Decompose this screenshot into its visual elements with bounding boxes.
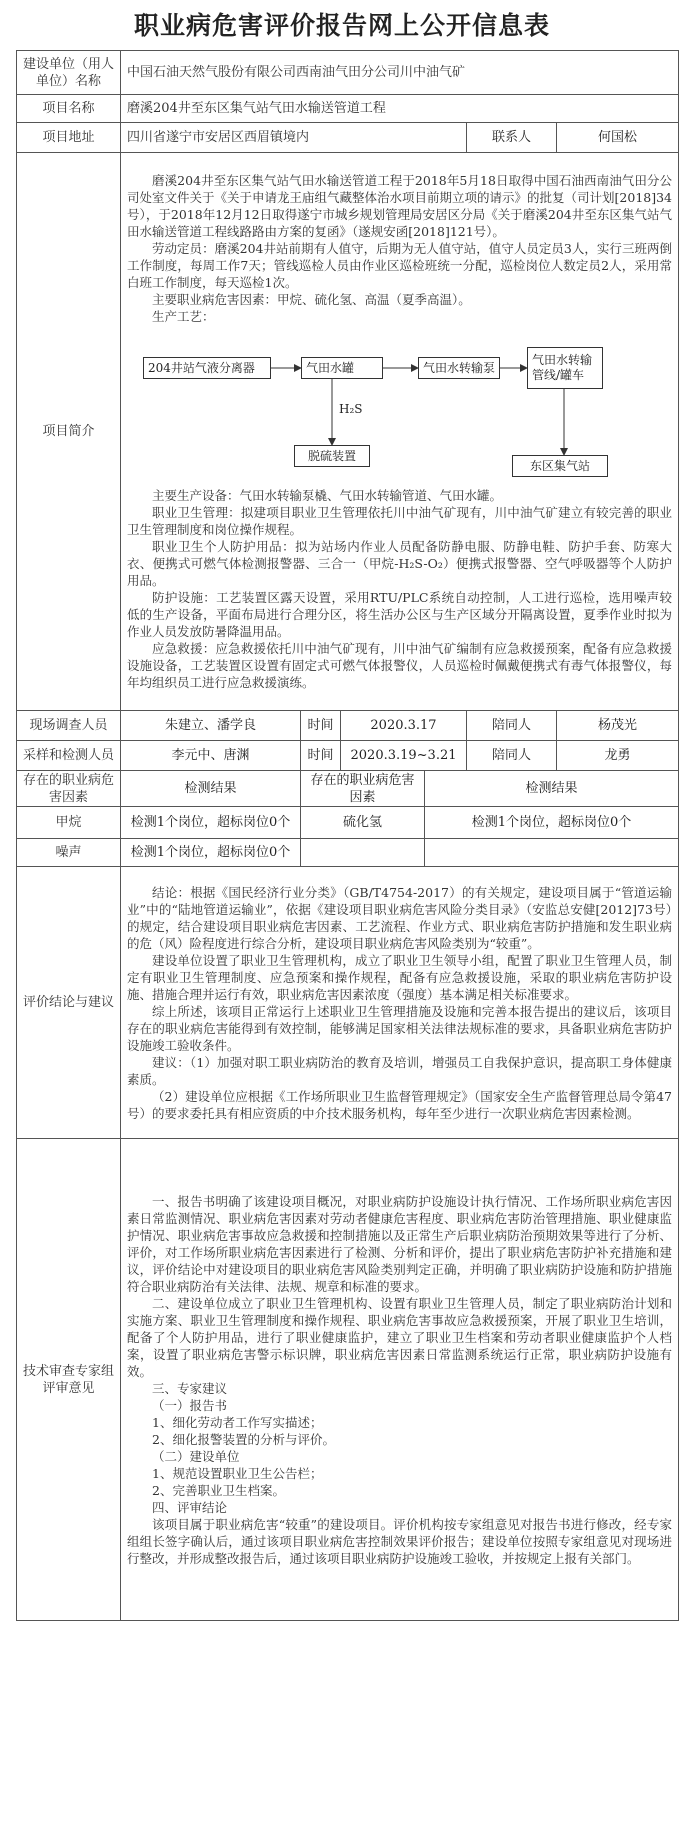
intro-process-label: 生产工艺： bbox=[152, 309, 215, 324]
sampling-time-value: 2020.3.19~3.21 bbox=[341, 741, 467, 771]
project-site-label: 项目地址 bbox=[17, 123, 121, 153]
unit-label: 建设单位（用人单位）名称 bbox=[17, 51, 121, 95]
conclusion-label: 评价结论与建议 bbox=[17, 867, 121, 1139]
project-name-value: 磨溪204井至东区集气站气田水输送管道工程 bbox=[121, 95, 679, 123]
conclusion-cell bbox=[121, 867, 679, 1139]
flow-h2s-label: H₂S bbox=[339, 402, 363, 416]
contact-value: 何国松 bbox=[557, 123, 679, 153]
page-title: 职业病危害评价报告网上公开信息表 bbox=[133, 11, 550, 40]
review-section-1: 一、报告书明确了该建设项目概况，对职业病防护设施设计执行情况、工作场所职业病危害因素日常监测情况、职业病危害因素对劳动者健康危害程度、职业病危害防治管理措施、职业健康监护情况、职业病危害事故应急救援和控制措施以及正常生产后职业病防治预期效果等进行了分析、评价，对工作场所职业病危害因素进行了检测、分析和评价，提出了职业病危害防护补充措施和建议，评价结论中对建设项目的职业病危害风险类别判定正确，并明确了职业病防护设施和防护措施符合职业病防治有关法律、法规、规章和标准的要求。 bbox=[127, 1193, 673, 1294]
hazard-methane-result: 检测1个岗位，超标岗位0个 bbox=[121, 807, 301, 839]
contact-label: 联系人 bbox=[467, 123, 557, 153]
review-unit-item-1: 1、规范设置职业卫生公告栏； bbox=[152, 1465, 323, 1481]
suggestion-1: 建议：（1）加强对职工职业病防治的教育及培训，增强员工自我保护意识，提高职工身体健康素质。 bbox=[127, 1054, 673, 1087]
conclusion-text: 结论：根据《国民经济行业分类》（GB/T4754-2017）的有关规定，建设项目属于“管道运输业”中的“陆地管道运输业”，依据《建设项目职业病危害风险分类目录》（安监总安健[2012]73号）的规定，结合建设项目职业病危害因素、工艺流程、作业方式、职业病危害防护措施和发生职业病的危（风）险程度进行综合分析，建设项目职业病危害风险类别为“较重”。 bbox=[127, 884, 673, 951]
sampling-accompany-label: 陪同人 bbox=[467, 741, 557, 771]
sampling-accompany-value: 龙勇 bbox=[557, 741, 679, 771]
flow-step-pipeline: 气田水转输管线/罐车 bbox=[527, 347, 603, 389]
flow-desulfurizer: 脱硫装置 bbox=[294, 445, 370, 467]
intro-staffing: 劳动定员：磨溪204井站前期有人值守，后期为无人值守站，值守人员定员3人，实行三班两倒工作制度，每周工作7天；管线巡检人员由作业区巡检班统一分配，巡检岗位人数定员2人，采用常白班工作制度，每天巡检1次。 bbox=[127, 241, 673, 290]
hazard-header-result-1: 检测结果 bbox=[121, 771, 301, 807]
info-table bbox=[16, 50, 679, 1621]
intro-cell bbox=[121, 153, 679, 711]
flow-step-separator: 204井站气液分离器 bbox=[143, 357, 271, 379]
review-report-item-1: 1、细化劳动者工作写实描述； bbox=[152, 1414, 323, 1430]
unit-value: 中国石油天然气股份有限公司西南油气田分公司川中油气矿 bbox=[121, 51, 679, 95]
flow-step-water-tank: 气田水罐 bbox=[301, 357, 383, 379]
hazard-noise-result: 检测1个岗位，超标岗位0个 bbox=[121, 839, 301, 867]
review-section-2: 二、建设单位成立了职业卫生管理机构、设置有职业卫生管理人员，制定了职业病防治计划和实施方案、职业卫生管理制度和操作规程、职业病危害事故应急救援预案，开展了职业卫生培训，配备了个人防护用品，进行了职业健康监护，建立了职业卫生档案和劳动者职业健康监护个人档案，设置了职业病危害警示标识牌，职业病危害因素日常监测系统运行正常，职业病防护设施有效。 bbox=[127, 1295, 673, 1379]
hazard-header-result-2: 检测结果 bbox=[425, 771, 679, 807]
review-unit-item-2: 2、完善职业卫生档案。 bbox=[152, 1482, 285, 1498]
intro-ppe: 职业卫生个人防护用品：拟为站场内作业人员配备防静电服、防静电鞋、防护手套、防寒大衣、便携式可燃气体检测报警器、三合一（甲烷-H₂S-O₂）便携式报警器、空气呼吸器等个人防护用品。 bbox=[127, 539, 673, 588]
intro-protection-facilities: 防护设施：工艺装置区露天设置，采用RTU/PLC系统自动控制，人工进行巡检，选用噪声较低的生产设备，平面布局进行合理分区，将生活办公区与生产区域分开隔离设置，夏季作业时拟为作业人员发放防暑降温用品。 bbox=[127, 590, 673, 639]
flow-step-pump: 气田水转输泵 bbox=[418, 357, 500, 379]
hazard-header-factor-1: 存在的职业病危害因素 bbox=[17, 771, 121, 807]
review-report-item-2: 2、细化报警装置的分析与评价。 bbox=[152, 1431, 335, 1447]
hazard-empty-factor bbox=[301, 839, 425, 867]
intro-label: 项目简介 bbox=[17, 153, 121, 711]
review-unit-title: （二）建设单位 bbox=[152, 1448, 240, 1464]
review-section-3-title: 三、专家建议 bbox=[152, 1380, 228, 1396]
hazard-h2s: 硫化氢 bbox=[301, 807, 425, 839]
survey-time-value: 2020.3.17 bbox=[341, 711, 467, 741]
conclusion-summary: 综上所述，该项目正常运行上述职业卫生管理措施及设施和完善本报告提出的建议后，该项目存在的职业病危害能得到有效控制，能够满足国家相关法律法规标准的要求，具备职业病危害防护设施竣工验收条件。 bbox=[127, 1003, 673, 1053]
hazard-header-factor-2: 存在的职业病危害因素 bbox=[301, 771, 425, 807]
review-report-title: （一）报告书 bbox=[152, 1397, 228, 1413]
intro-health-management: 职业卫生管理：拟建项目职业卫生管理依托川中油气矿现有，川中油气矿建立有较完善的职业卫生管理制度和岗位操作规程。 bbox=[127, 505, 673, 537]
survey-accompany-value: 杨茂光 bbox=[557, 711, 679, 741]
hazard-methane: 甲烷 bbox=[17, 807, 121, 839]
hazard-noise: 噪声 bbox=[17, 839, 121, 867]
review-cell bbox=[121, 1139, 679, 1621]
process-flow-diagram bbox=[131, 331, 651, 481]
intro-approval: 磨溪204井至东区集气站气田水输送管道工程于2018年5月18日取得中国石油西南油气田分公司处室文件关于《关于申请龙王庙组气藏整体治水项目前期立项的请示》的批复（司计划[2018]34号），于2018年12月12日取得遂宁市城乡规划管理局安居区分局《关于磨溪204井至东区集气站气田水输送管道工程线路路由方案的复函》（遂规安函[2018]121号）。 bbox=[127, 173, 673, 239]
project-site-value: 四川省遂宁市安居区西眉镇境内 bbox=[121, 123, 467, 153]
hazard-h2s-result: 检测1个岗位，超标岗位0个 bbox=[425, 807, 679, 839]
survey-label: 现场调查人员 bbox=[17, 711, 121, 741]
sampling-value: 李元中、唐渊 bbox=[121, 741, 301, 771]
intro-hazards: 主要职业病危害因素：甲烷、硫化氢、高温（夏季高温）。 bbox=[152, 292, 471, 307]
survey-accompany-label: 陪同人 bbox=[467, 711, 557, 741]
intro-emergency: 应急救援：应急救援依托川中油气矿现有，川中油气矿编制有应急救援预案，配备有应急救援设施设备，工艺装置区设置有固定式可燃气体报警仪，人员巡检时佩戴便携式有毒气体报警仪，每年均组织员工进行应急救援演练。 bbox=[127, 641, 673, 690]
project-name-label: 项目名称 bbox=[17, 95, 121, 123]
sampling-time-label: 时间 bbox=[301, 741, 341, 771]
survey-value: 朱建立、潘学良 bbox=[121, 711, 301, 741]
survey-time-label: 时间 bbox=[301, 711, 341, 741]
hazard-empty-result bbox=[425, 839, 679, 867]
review-final-conclusion: 该项目属于职业病危害“较重”的建设项目。评价机构按专家组意见对报告书进行修改，经专家组组长签字确认后，通过该项目职业病危害控制效果评价报告；建设单位按照专家组意见对现场进行整改，并形成整改报告后，通过该项目职业病防护设施竣工验收，并按规定上报有关部门。 bbox=[127, 1516, 673, 1566]
conclusion-management: 建设单位设置了职业卫生管理机构，成立了职业卫生领导小组，配置了职业卫生管理人员，制定有职业卫生管理制度、应急预案和操作规程，配备有应急救援设施，采取的职业病危害防护设施、措施合理并运行有效，职业病危害因素浓度（强度）基本满足相关标准要求。 bbox=[127, 952, 673, 1002]
review-section-4-title: 四、评审结论 bbox=[152, 1499, 228, 1515]
review-label: 技术审查专家组评审意见 bbox=[17, 1139, 121, 1621]
suggestion-2: （2）建设单位应根据《工作场所职业卫生监督管理规定》（国家安全生产监督管理总局令第47号）的要求委托具有相应资质的中介技术服务机构，每年至少进行一次职业病危害因素检测。 bbox=[127, 1088, 673, 1121]
flow-destination-station: 东区集气站 bbox=[512, 455, 608, 477]
sampling-label: 采样和检测人员 bbox=[17, 741, 121, 771]
intro-equipment: 主要生产设备：气田水转输泵橇、气田水转输管道、气田水罐。 bbox=[152, 488, 503, 503]
